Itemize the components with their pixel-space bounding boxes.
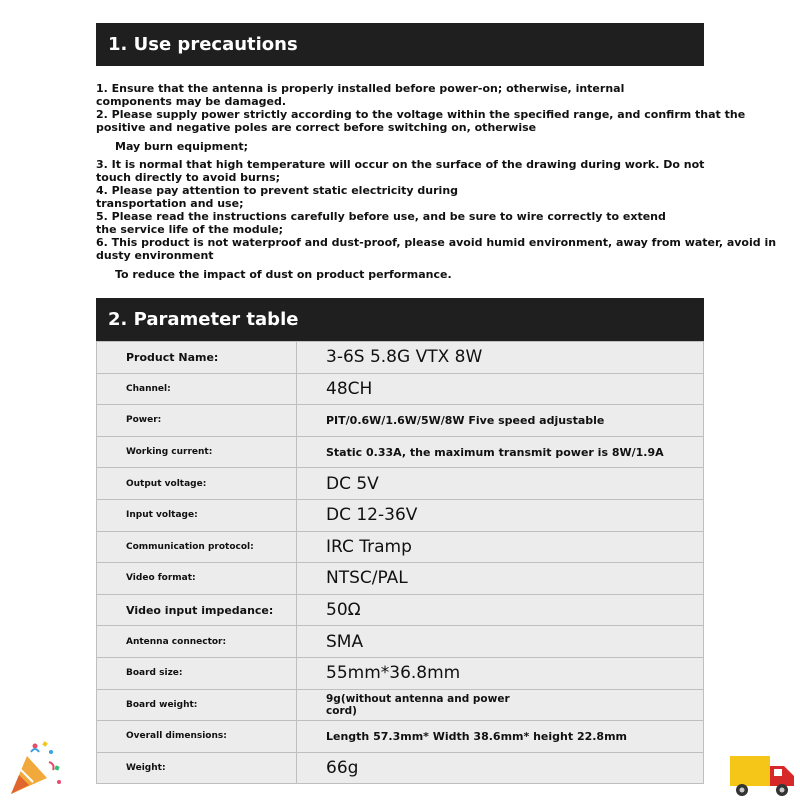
param-label: Board weight: (97, 689, 297, 721)
param-value-text: 3-6S 5.8G VTX 8W (326, 347, 483, 368)
party-popper-icon (5, 738, 65, 798)
param-value-text: 55mm*36.8mm (326, 663, 461, 684)
param-value (297, 626, 704, 658)
precaution-line: components may be damaged. (96, 95, 287, 108)
precaution-line: To reduce the impact of dust on product performance. (115, 268, 452, 281)
table-row (97, 721, 704, 753)
param-label: Antenna connector: (97, 626, 297, 658)
table-row (97, 405, 704, 437)
param-value-text: DC 12-36V (326, 505, 418, 526)
table-row (97, 499, 704, 531)
precaution-line: 1. Ensure that the antenna is properly installed before power-on; otherwise, internal (96, 82, 625, 95)
param-label: Input voltage: (97, 499, 297, 531)
param-value-text: PIT/0.6W/1.6W/5W/8W Five speed adjustable (326, 414, 605, 428)
precautions-list (96, 82, 746, 134)
precaution-line: touch directly to avoid burns; (96, 171, 281, 184)
param-value (297, 373, 704, 405)
param-value-text: DC 5V (326, 473, 379, 494)
delivery-truck-icon (728, 752, 798, 798)
param-value-text: 66g (326, 758, 359, 779)
table-row (97, 373, 704, 405)
param-label: Overall dimensions: (97, 721, 297, 753)
param-value-text: 50Ω (326, 600, 361, 621)
precaution-line: transportation and use; (96, 197, 244, 210)
param-label: Power: (97, 405, 297, 437)
param-value (297, 436, 704, 468)
param-value (297, 499, 704, 531)
param-label: Channel: (97, 373, 297, 405)
parameter-table (96, 341, 704, 784)
precaution-line: the service life of the module; (96, 223, 284, 236)
table-row (97, 468, 704, 500)
param-value-text: 9g(without antenna and power cord) (326, 692, 510, 717)
param-value-text: SMA (326, 631, 364, 652)
param-label: Weight: (97, 752, 297, 784)
param-value-text: NTSC/PAL (326, 568, 408, 589)
param-label: Video input impedance: (97, 594, 297, 626)
param-value (297, 594, 704, 626)
precaution-line: 4. Please pay attention to prevent static electricity during (96, 184, 459, 197)
param-label: Communication protocol: (97, 531, 297, 563)
param-value (297, 405, 704, 437)
table-row (97, 563, 704, 595)
table-row (97, 436, 704, 468)
param-value (297, 752, 704, 784)
param-value (297, 531, 704, 563)
precaution-line: 5. Please read the instructions carefully before use, and be sure to wire correctly to extend (96, 210, 666, 223)
precaution-line: May burn equipment; (115, 140, 249, 153)
param-value-text: Static 0.33A, the maximum transmit power is 8W/1.9A (326, 446, 664, 460)
table-row (97, 531, 704, 563)
param-value (297, 721, 704, 753)
param-value (297, 342, 704, 374)
param-value-text: IRC Tramp (326, 536, 412, 557)
param-label: Product Name: (97, 342, 297, 374)
param-value (297, 689, 704, 721)
precaution-line: dusty environment (96, 249, 214, 262)
precaution-line: 3. It is normal that high temperature will occur on the surface of the drawing during work. Do not (96, 158, 705, 171)
param-value-text: Length 57.3mm* Width 38.6mm* height 22.8mm (326, 730, 628, 744)
table-row (97, 657, 704, 689)
param-label: Video format: (97, 563, 297, 595)
param-label: Board size: (97, 657, 297, 689)
param-label: Output voltage: (97, 468, 297, 500)
section-header-parameters: 2. Parameter table (96, 298, 704, 341)
table-row (97, 342, 704, 374)
precaution-line: 2. Please supply power strictly according to the voltage within the specified range, and confirm that the (96, 108, 746, 121)
table-row (97, 689, 704, 721)
precautions-list-2 (96, 158, 777, 262)
param-value-text: 48CH (326, 378, 373, 399)
table-row (97, 752, 704, 784)
param-value (297, 657, 704, 689)
section-header-precautions: 1. Use precautions (96, 23, 704, 66)
precaution-line: positive and negative poles are correct before switching on, otherwise (96, 121, 537, 134)
table-row (97, 626, 704, 658)
param-value (297, 468, 704, 500)
table-row (97, 594, 704, 626)
param-value (297, 563, 704, 595)
param-label: Working current: (97, 436, 297, 468)
precaution-line: 6. This product is not waterproof and dust-proof, please avoid humid environment, away from water, avoid in (96, 236, 777, 249)
